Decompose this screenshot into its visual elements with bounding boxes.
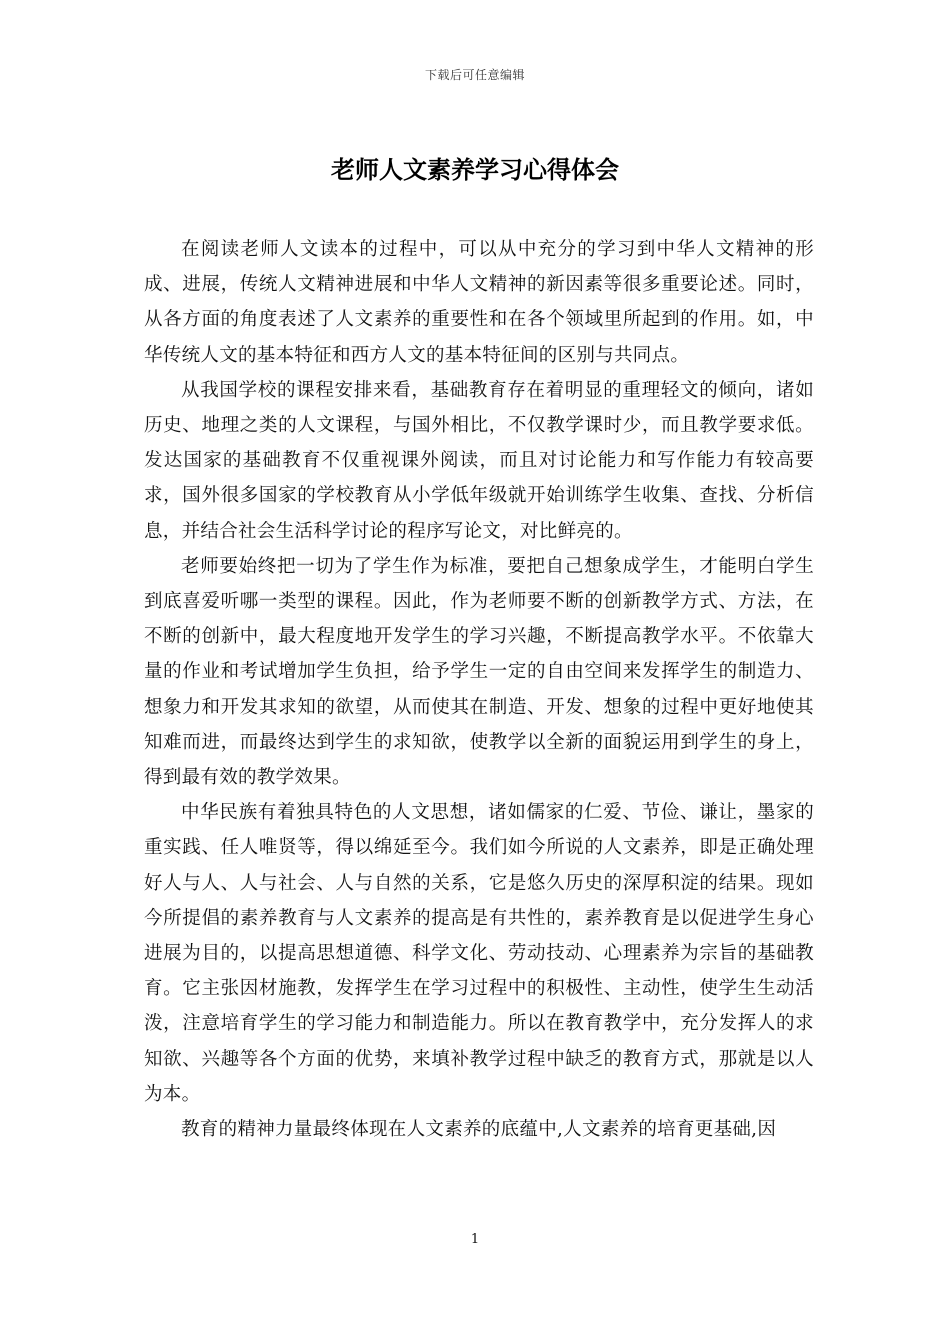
paragraph-4: 中华民族有着独具特色的人文思想，诸如儒家的仁爱、节俭、谦让，墨家的重实践、任人唯贤等，得以绵延至今。我们如今所说的人文素养，即是正确处理好人与人、人与社会、人与自然的关系，它是悠久历史的深厚积淀的结果。现如今所提倡的素养教育与人文素养的提高是有共性的，素养教育是以促进学生身心进展为目的，以提高思想道德、科学文化、劳动技动、心理素养为宗旨的基础教育。它主张因材施教，发挥学生在学习过程中的积极性、主动性，使学生生动活泼，注意培育学生的学习能力和制造能力。所以在教育教学中，充分发挥人的求知欲、兴趣等各个方面的优势，来填补教学过程中缺乏的教育方式，那就是以人为本。: [144, 802, 814, 1105]
paragraph-3: 老师要始终把一切为了学生作为标准，要把自己想象成学生，才能明白学生到底喜爱听哪一类型的课程。因此，作为老师要不断的创新教学方式、方法，在不断的创新中，最大程度地开发学生的学习兴趣，不断提高教学水平。不依靠大量的作业和考试增加学生负担，给予学生一定的自由空间来发挥学生的制造力、想象力和开发其求知的欲望，从而使其在制造、开发、想象的过程中更好地使其知难而进，而最终达到学生的求知欲，使教学以全新的面貌运用到学生的身上，得到最有效的教学效果。: [144, 555, 814, 789]
paragraph-2: 从我国学校的课程安排来看，基础教育存在着明显的重理轻文的倾向，诸如历史、地理之类的人文课程，与国外相比，不仅教学课时少，而且教学要求低。发达国家的基础教育不仅重视课外阅读，而且对讨论能力和写作能力有较高要求，国外很多国家的学校教育从小学低年级就开始训练学生收集、查找、分析信息，并结合社会生活科学讨论的程序写论文，对比鲜亮的。: [144, 379, 814, 542]
page-header: 下载后可任意编辑: [424, 68, 525, 82]
paragraph-5: 教育的精神力量最终体现在人文素养的底蕴中,人文素养的培育更基础,因: [181, 1119, 777, 1141]
document-body: [144, 232, 814, 1147]
paragraph-1: 在阅读老师人文读本的过程中，可以从中充分的学习到中华人文精神的形成、进展，传统人文精神进展和中华人文精神的新因素等很多重要论述。同时，从各方面的角度表述了人文素养的重要性和在各个领域里所起到的作用。如，中华传统人文的基本特征和西方人文的基本特征间的区别与共同点。: [144, 239, 814, 366]
document-title: 老师人文素养学习心得体会: [331, 155, 619, 184]
page-number: 1: [470, 1232, 480, 1247]
